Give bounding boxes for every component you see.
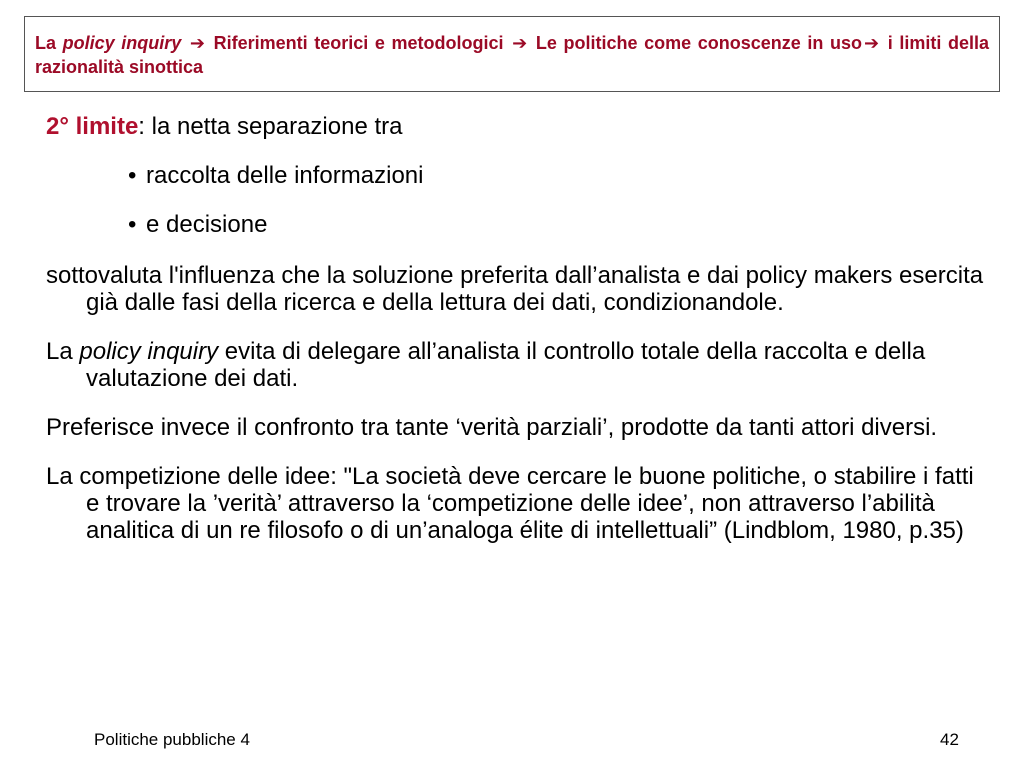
paragraph-italic-term: policy inquiry bbox=[79, 338, 219, 365]
bullet-text: raccolta delle informazioni bbox=[146, 162, 424, 189]
limit-label: 2° limite bbox=[46, 113, 139, 140]
limit-heading bbox=[46, 113, 986, 140]
bullet-text: e decisione bbox=[146, 211, 268, 238]
bullet-dot: • bbox=[128, 162, 137, 189]
paragraph-end: evita di delegare all’analista il controllo totale della raccolta e della valutazione dei dati. bbox=[86, 338, 926, 392]
title-part-1: La bbox=[35, 33, 63, 53]
paragraph-policy-inquiry bbox=[46, 338, 986, 392]
arrow-icon: ➔ bbox=[189, 33, 205, 53]
title-part-2: Riferimenti teorici e metodologici bbox=[206, 33, 511, 53]
paragraph-start: La bbox=[46, 338, 80, 365]
bullet-item bbox=[46, 162, 986, 189]
slide-body bbox=[46, 113, 986, 544]
page-number: 42 bbox=[940, 730, 959, 749]
bullet-dot: • bbox=[128, 211, 137, 238]
arrow-icon: ➔ bbox=[864, 33, 880, 53]
paragraph-partial-truths: Preferisce invece il confronto tra tante ‘verità parziali’, prodotte da tanti attori diversi. bbox=[46, 414, 938, 441]
bullet-item bbox=[46, 211, 986, 238]
title-part-4: i limiti della razionalità sinottica bbox=[35, 33, 989, 77]
arrow-icon: ➔ bbox=[512, 33, 528, 53]
footer-course-label: Politiche pubbliche 4 bbox=[94, 730, 250, 749]
title-part-3: Le politiche come conoscenze in uso bbox=[529, 33, 862, 53]
title-italic-term: policy inquiry bbox=[62, 33, 182, 53]
slide-title bbox=[24, 16, 1000, 92]
limit-text: : la netta separazione tra bbox=[138, 113, 403, 140]
paragraph-influence: sottovaluta l'influenza che la soluzione preferita dall’analista e dai policy makers esercita già dalle fasi della ricerca e della lettura dei dati, condizionandole. bbox=[46, 262, 984, 316]
paragraph-competition-of-ideas: La competizione delle idee: "La società deve cercare le buone politiche, o stabilire i fatti e trovare la ’verità’ attraverso la ‘competizione delle idee’, non attraverso l’abilità analitica di un re filosofo o di un’analoga élite di intellettuali” (Lindblom, 1980, p.35) bbox=[46, 463, 974, 544]
